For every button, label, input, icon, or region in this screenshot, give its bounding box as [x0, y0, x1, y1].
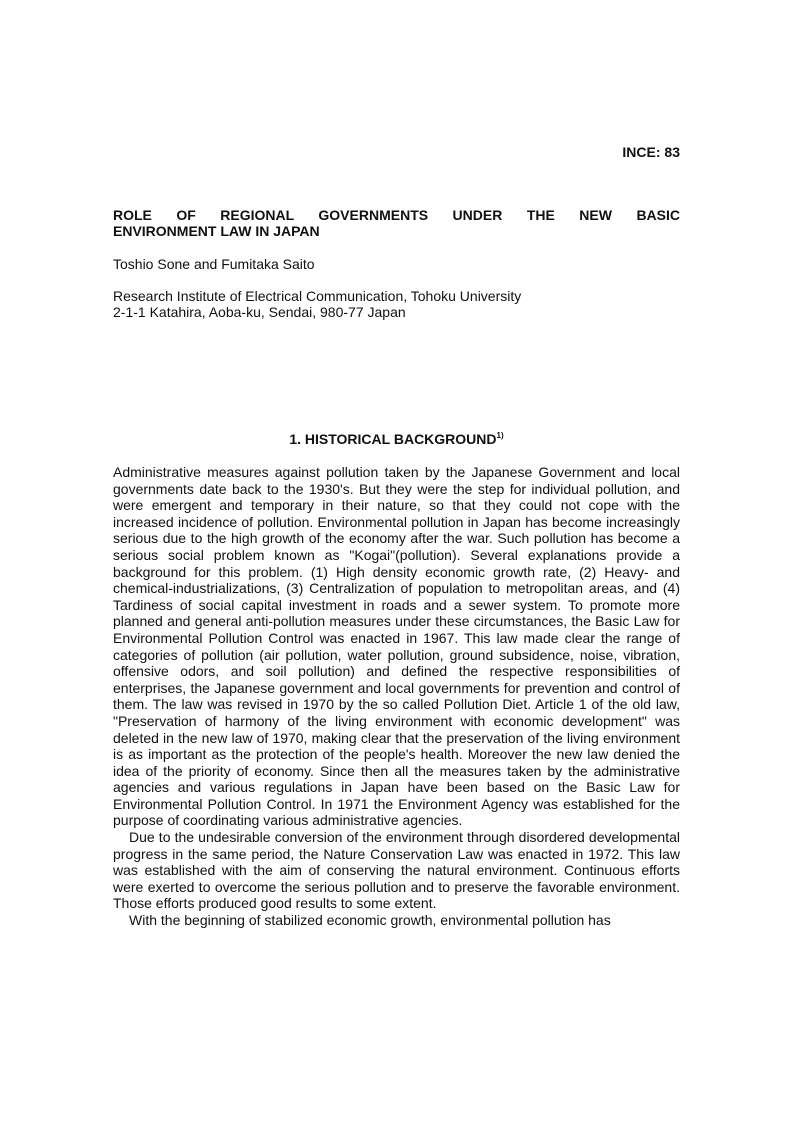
section-heading — [113, 431, 680, 447]
section-body — [113, 464, 680, 929]
title-line-1: ROLE OF REGIONAL GOVERNMENTS UNDER THE NEW BASIC — [113, 207, 680, 223]
paragraph-3: With the beginning of stabilized economic growth, environmental pollution has — [129, 912, 611, 929]
affiliation-line-2: 2-1-1 Katahira, Aoba-ku, Sendai, 980-77 Japan — [113, 304, 406, 320]
footnote-ref: 1) — [496, 431, 504, 440]
title-line-2: ENVIRONMENT LAW IN JAPAN — [113, 223, 320, 239]
section-heading-text: 1. HISTORICAL BACKGROUND — [289, 431, 497, 447]
paper-id: INCE: 83 — [622, 144, 680, 160]
paragraph-2: Due to the undesirable conversion of the environment through disordered developmental progress in the same period, the Nature Conservation Law was enacted in 1972. This law was established with the aim of conserving the natural environment. Continuous efforts were exerted to overcome the serious pollution and to preserve the favorable environment. Those efforts produced good results to some extent. — [113, 829, 680, 912]
affiliation-line-1: Research Institute of Electrical Communication, Tohoku University — [113, 288, 522, 304]
authors: Toshio Sone and Fumitaka Saito — [113, 256, 315, 272]
paragraph-1: Administrative measures against pollution taken by the Japanese Government and local governments date back to the 1930's. But they were the step for individual pollution, and were emergent and temporary in their nature, so that they could not cope with the increased incidence of pollution. Environmental pollution in Japan has become increasingly serious due to the high growth of the economy after the war. Such pollution has become a serious social problem known as "Kogai"(pollution). Several explanations provide a background for this problem. (1) High density economic growth rate, (2) Heavy- and chemical-industrializations, (3) Centralization of population to metropolitan areas, and (4) Tardiness of social capital investment in roads and a sewer system. To promote more planned and general anti-pollution measures under these circumstances, the Basic Law for Environmental Pollution Control was enacted in 1967. This law made clear the range of categories of pollution (air pollution, water pollution, ground subsidence, noise, vibration, offensive odors, and soil pollution) and defined the respective responsibilities of enterprises, the Japanese government and local governments for prevention and control of them. The law was revised in 1970 by the so called Pollution Diet. Article 1 of the old law, "Preservation of harmony of the living environment with economic development" was deleted in the new law of 1970, making clear that the preservation of the living environment is as important as the protection of the people's health. Moreover the new law denied the idea of the priority of economy. Since then all the measures taken by the administrative agencies and various regulations in Japan have been based on the Basic Law for Environmental Pollution Control. In 1971 the Environment Agency was established for the purpose of coordinating various administrative agencies. — [113, 464, 680, 829]
affiliation — [113, 288, 521, 320]
paper-title — [113, 207, 680, 239]
